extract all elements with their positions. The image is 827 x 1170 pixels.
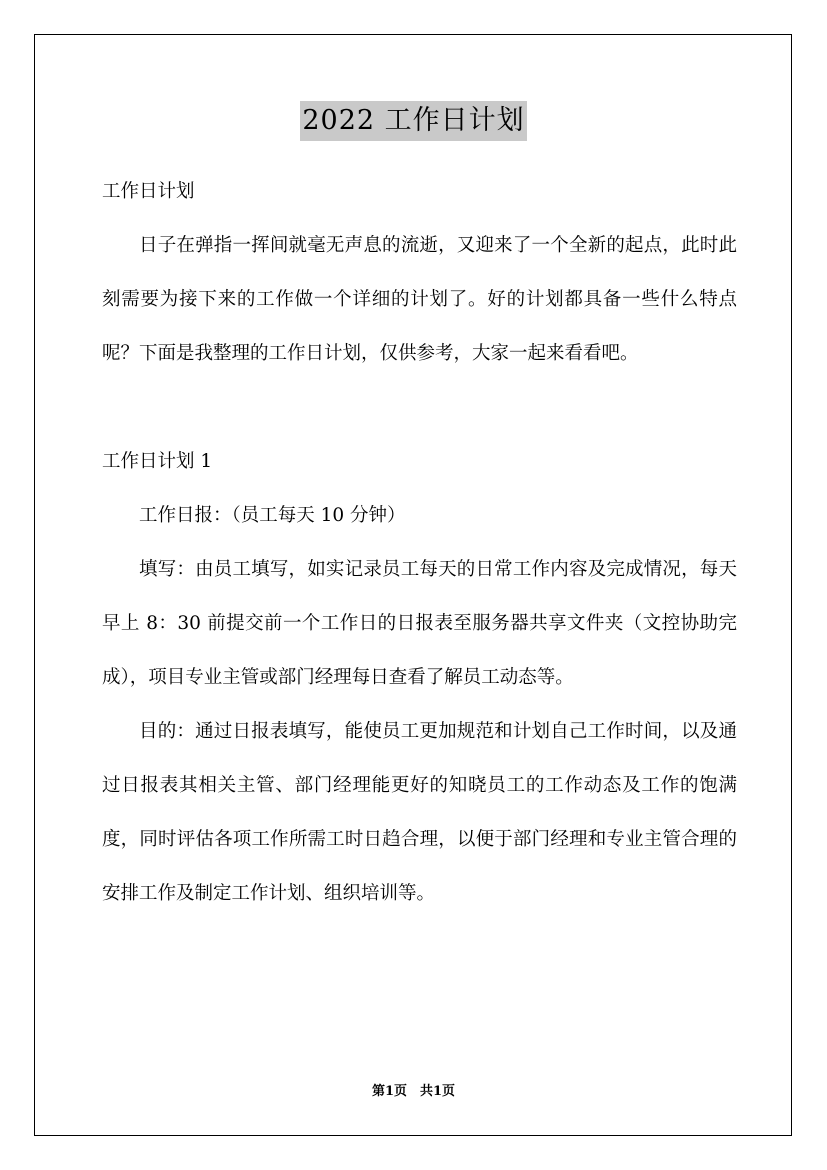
section1-paragraph-2: 填写：由员工填写，如实记录员工每天的日常工作内容及完成情况，每天早上 8：30 前提交前一个工作日的日报表至服务器共享文件夹（文控协助完成），项目专业主管或部门经理每日查看了解员工动态等。 [102,559,737,688]
section1-paragraph-1: 工作日报：（员工每天 10 分钟） [139,505,406,526]
intro-paragraph: 日子在弹指一挥间就毫无声息的流逝，又迎来了一个全新的起点，此时此刻需要为接下来的工作做一个详细的计划了。好的计划都具备一些什么特点呢？下面是我整理的工作日计划，仅供参考，大家一起来看看吧。 [102,235,737,364]
intro-heading: 工作日计划 [102,181,195,202]
document-body [102,165,737,921]
section1-heading: 工作日计划 1 [102,451,213,472]
document-title: 2022 工作日计划 [300,101,526,141]
section-spacer [102,381,737,435]
page-footer: 第1页 共1页 [371,1084,456,1099]
title-container [0,101,827,141]
section1-paragraph-3: 目的：通过日报表填写，能使员工更加规范和计划自己工作时间，以及通过日报表其相关主管、部门经理能更好的知晓员工的工作动态及工作的饱满度，同时评估各项工作所需工时日趋合理，以便于部门经理和专业主管合理的安排工作及制定工作计划、组织培训等。 [102,721,737,904]
